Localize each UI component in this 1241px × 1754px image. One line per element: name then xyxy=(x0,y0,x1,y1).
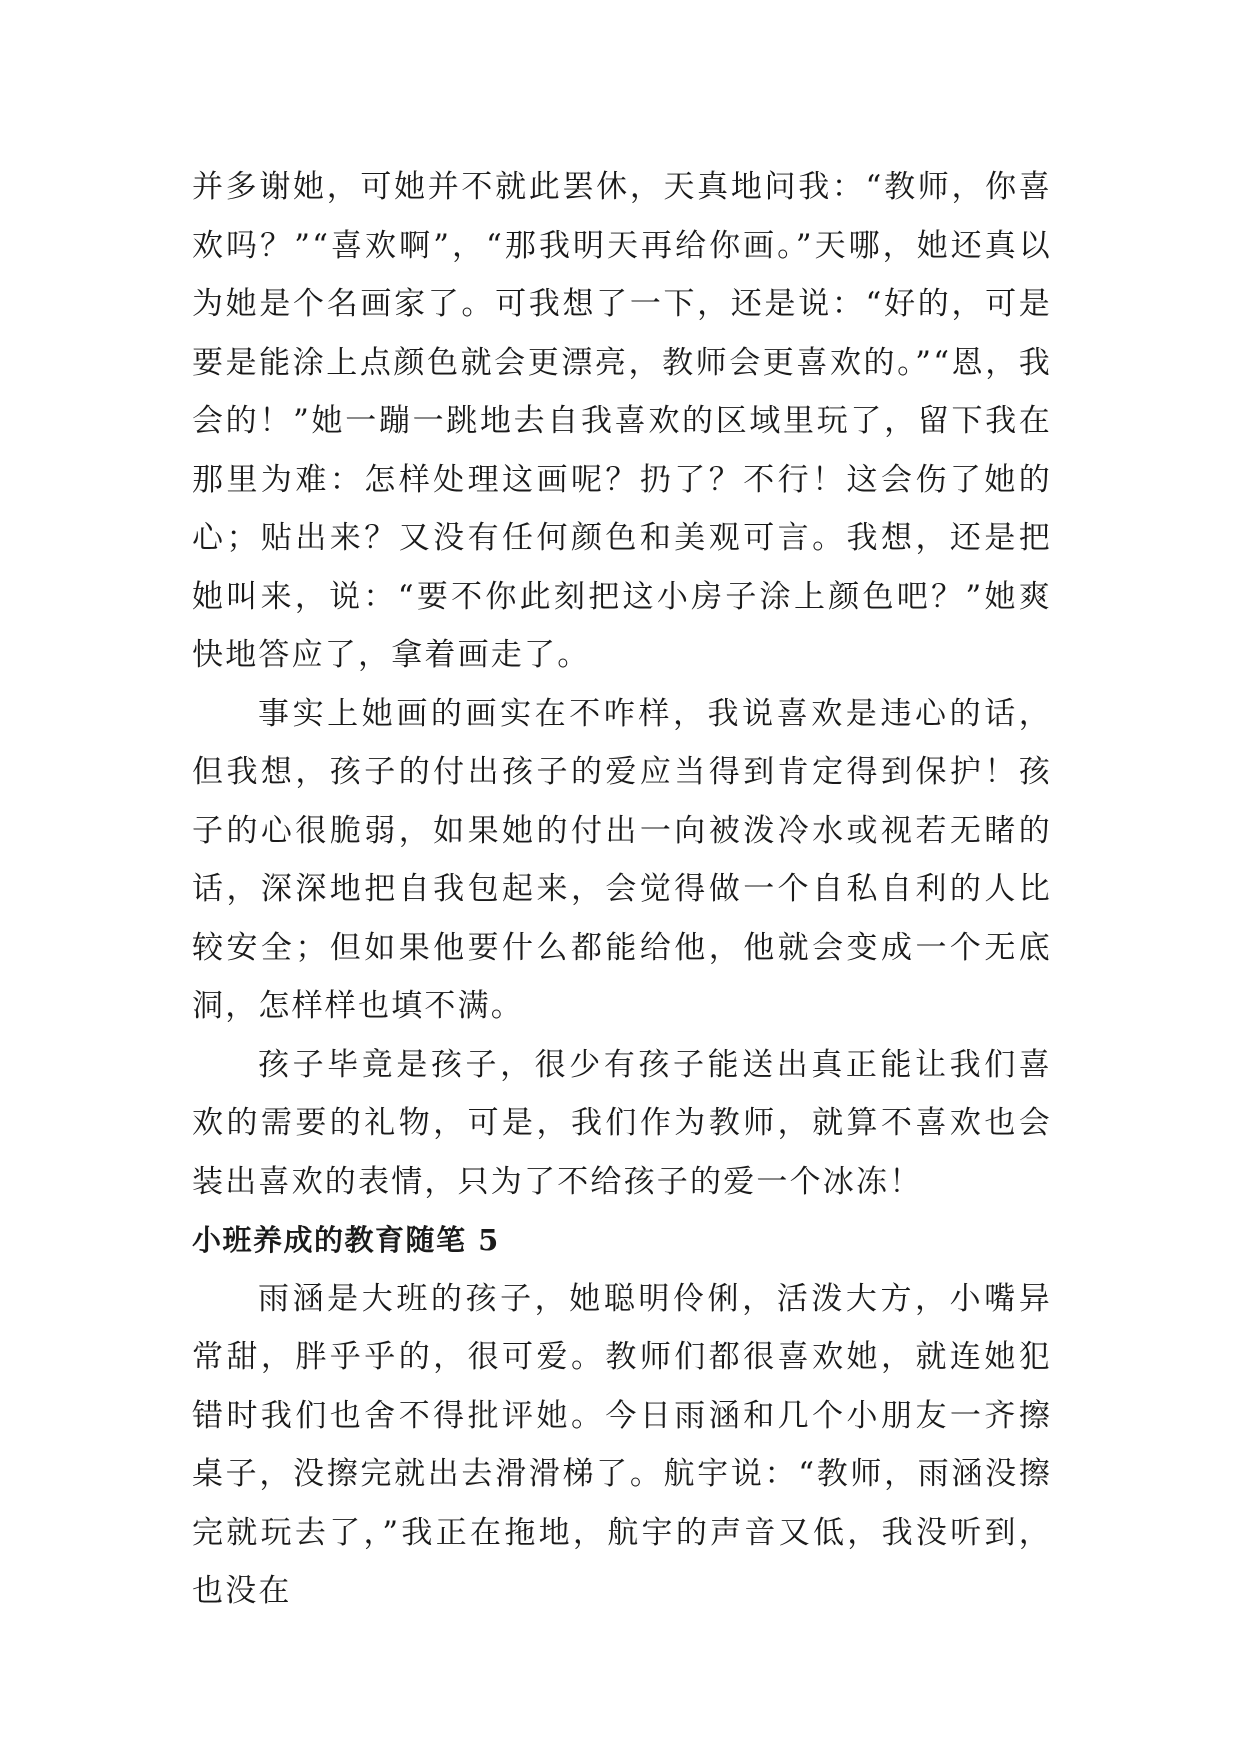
document-body xyxy=(192,158,1052,1621)
paragraph-reflection: 事实上她画的画实在不咋样，我说喜欢是违心的话，但我想，孩子的付出孩子的爱应当得到肯定得到保护！孩子的心很脆弱，如果她的付出一向被泼冷水或视若无睹的话，深深地把自我包起来，会觉得做一个自私自利的人比较安全；但如果他要什么都能给他，他就会变成一个无底洞，怎样样也填不满。 xyxy=(192,695,1052,1024)
paragraph-section-intro: 雨涵是大班的孩子，她聪明伶俐，活泼大方，小嘴异常甜，胖乎乎的，很可爱。教师们都很喜欢她，就连她犯错时我们也舍不得批评她。今日雨涵和几个小朋友一齐擦桌子，没擦完就出去滑滑梯了。航宇说：“教师，雨涵没擦完就玩去了，”我正在拖地，航宇的声音又低，我没听到，也没在 xyxy=(192,1280,1052,1609)
paragraph-continuation: 并多谢她，可她并不就此罢休，天真地问我：“教师，你喜欢吗？”“喜欢啊”，“那我明天再给你画。”天哪，她还真以为她是个名画家了。可我想了一下，还是说：“好的，可是要是能涂上点颜色就会更漂亮，教师会更喜欢的。”“恩，我会的！”她一蹦一跳地去自我喜欢的区域里玩了，留下我在那里为难：怎样处理这画呢？扔了？不行！这会伤了她的心；贴出来？又没有任何颜色和美观可言。我想，还是把她叫来，说：“要不你此刻把这小房子涂上颜色吧？”她爽快地答应了，拿着画走了。 xyxy=(192,169,1052,673)
paragraph-conclusion: 孩子毕竟是孩子，很少有孩子能送出真正能让我们喜欢的需要的礼物，可是，我们作为教师，就算不喜欢也会装出喜欢的表情，只为了不给孩子的爱一个冰冻！ xyxy=(192,1046,1052,1200)
section-heading: 小班养成的教育随笔 5 xyxy=(192,1223,500,1257)
